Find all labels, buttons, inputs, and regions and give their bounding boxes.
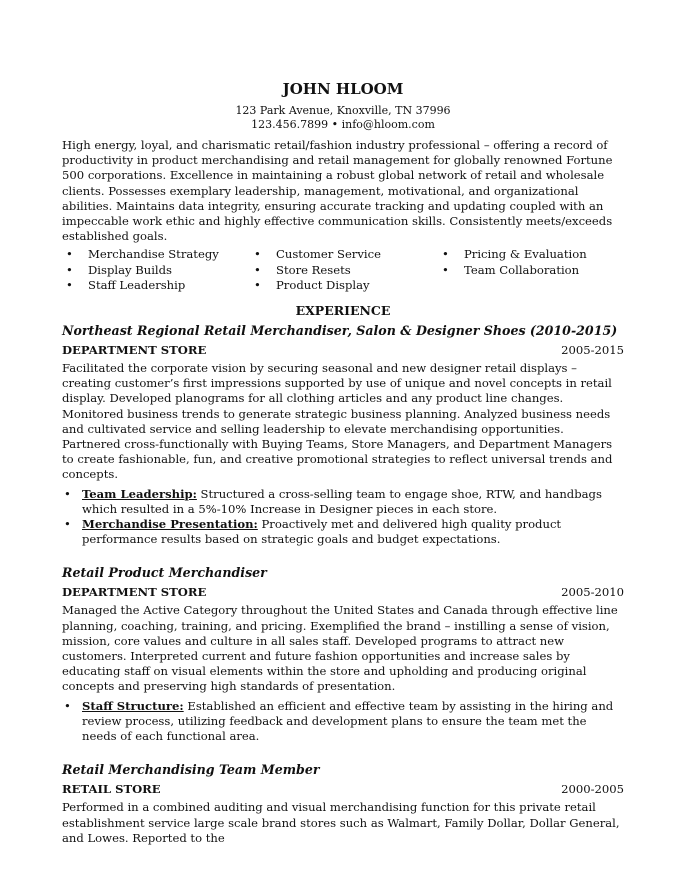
employer-name: DEPARTMENT STORE [62,585,207,600]
employer-name: DEPARTMENT STORE [62,343,207,358]
skill-item: • Product Display [250,278,438,293]
address-line: 123 Park Avenue, Knoxville, TN 37996 [235,104,451,117]
job-description: Facilitated the corporate vision by securing seasonal and new designer retail displays – creating customer’s first impressions supported by use of unique and novel concepts in retail display. Developed planograms for all clothing articles and any product line changes. Monitored business trends to generate strategic business planning. Analyzed business needs and cultivated service and selling leadership to elevate merchandising opportunities. Partnered cross-functionally with Buying Teams, Store Managers, and Department Managers to create fashionable, fun, and creative promotional strategies to reflect universal trends and concepts. [62,361,613,482]
achievement-label: Team Leadership: [82,486,197,501]
achievement-text: Established an efficient and effective team by assisting in the hiring and review process, utilizing feedback and development plans to ensure the team met the needs of each functional area. [82,698,614,744]
resume-page [62,80,624,846]
achievement-text: Proactively met and delivered high quality product performance results based on strategic goals and budget expectations. [82,517,562,547]
skill-item: • Team Collaboration [438,263,624,278]
job-title: Retail Merchandising Team Member [62,762,320,778]
achievement-list [62,487,624,548]
skills-column-1 [62,247,250,293]
skill-item: • Store Resets [250,263,438,278]
job-description: Managed the Active Category throughout the United States and Canada through effective line planning, coaching, training, and pricing. Exemplified the brand – instilling a sense of vision, mission, core values and culture in all sales staff. Developed programs to attract new customers. Interpreted current and future fashion opportunities and increase sales by educating staff on visual elements within the store and upholding and producing original concepts and preserving high standards of presentation. [62,603,618,694]
skill-item: • Merchandise Strategy [62,247,250,262]
skill-item: • Pricing & Evaluation [438,247,624,262]
employer-row [62,781,624,797]
achievement-item [62,487,624,517]
achievement-label: Staff Structure: [82,698,184,713]
job-description: Performed in a combined auditing and visual merchandising function for this private retail establishment service large scale brand stores such as Walmart, Family Dollar, Dollar General, and Lowes. Reported to the [62,800,620,845]
candidate-name: JOHN HLOOM [282,80,404,98]
skill-item: • Customer Service [250,247,438,262]
summary-paragraph: High energy, loyal, and charismatic retail/fashion industry professional – offering a record of productivity in product merchandising and retail management for globally renowned Fortune 500 corporations. Excellence in maintaining a robust global network of retail and wholesale clients. Possesses exemplary leadership, management, motivational, and organizational abilities. Maintains data integrity, ensuring accurate tracking and updating coupled with an impeccable work ethic and highly effective communication skills. Consistently meets/exceeds established goals. [62,138,613,244]
skills-column-3 [438,247,624,293]
job-title: Northeast Regional Retail Merchandiser, Salon & Designer Shoes (2010-2015) [62,323,618,339]
skill-item: • Staff Leadership [62,278,250,293]
employer-row [62,342,624,358]
skills-column-2 [250,247,438,293]
job-dates: 2005-2015 [561,343,624,358]
employer-row [62,584,624,600]
experience-heading: EXPERIENCE [295,303,391,319]
skill-item: • Display Builds [62,263,250,278]
job-title: Retail Product Merchandiser [62,565,267,581]
achievement-item [62,699,624,745]
job-entry [62,761,624,846]
achievement-text: Structured a cross-selling team to engage shoe, RTW, and handbags which resulted in a 5%-10% Increase in Designer pieces in each store. [82,486,602,516]
job-dates: 2000-2005 [561,782,624,797]
achievement-item [62,517,624,547]
achievement-list [62,699,624,745]
job-dates: 2005-2010 [561,585,624,600]
achievement-label: Merchandise Presentation: [82,517,258,532]
skills-list [62,247,624,293]
employer-name: RETAIL STORE [62,782,161,797]
job-entry [62,322,624,547]
contact-line: 123.456.7899 • info@hloom.com [251,118,435,131]
job-entry [62,564,624,744]
